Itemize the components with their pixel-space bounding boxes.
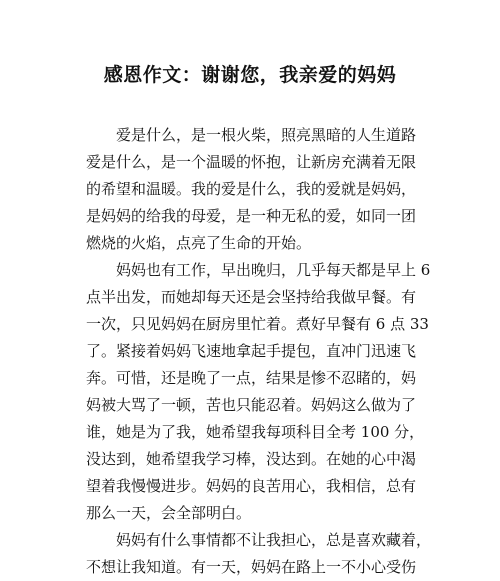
text-line: 那么一天，会全部明白。 [86,504,252,522]
text-line: 点半出发，而她却每天还是会坚持给我做早餐。有 [86,288,417,306]
document-title: 感恩作文：谢谢您，我亲爱的妈妈 [103,64,397,86]
text-line: 谁，她是为了我，她希望我每项科目全考 100 分， [86,423,425,441]
text-line: 妈被大骂了一顿，苦也只能忍着。妈妈这么做为了 [86,396,417,414]
text-line: 一次，只见妈妈在厨房里忙着。煮好早餐有 6 点 33 [86,315,429,333]
text-line: 妈妈也有工作，早出晚归，几乎每天都是早上 6 [116,261,431,279]
text-line: 没达到，她希望我学习棒，没达到。在她的心中渴 [86,450,417,468]
text-line: 的希望和温暖。我的爱是什么，我的爱就是妈妈， [86,180,417,198]
text-line: 了。紧接着妈妈飞速地拿起手提包，直冲门迅速飞 [86,342,417,360]
text-line: 不想让我知道。有一天，妈妈在路上一不小心受伤 [86,558,417,576]
text-line: 是妈妈的给我的母爱，是一种无私的爱，如同一团 [86,207,417,225]
text-line: 妈妈有什么事情都不让我担心，总是喜欢藏着， [116,531,432,549]
text-line: 望着我慢慢进步。妈妈的良苦用心，我相信，总有 [86,477,417,495]
text-line: 爱是什么，是一根火柴，照亮黑暗的人生道路 [116,126,417,144]
text-line: 燃烧的火焰，点亮了生命的开始。 [86,234,312,252]
text-line: 奔。可惜，还是晚了一点，结果是惨不忍睹的，妈 [86,369,417,387]
text-line: 爱是什么，是一个温暖的怀抱，让新房充满着无限 [86,153,417,171]
document-body [86,122,432,581]
